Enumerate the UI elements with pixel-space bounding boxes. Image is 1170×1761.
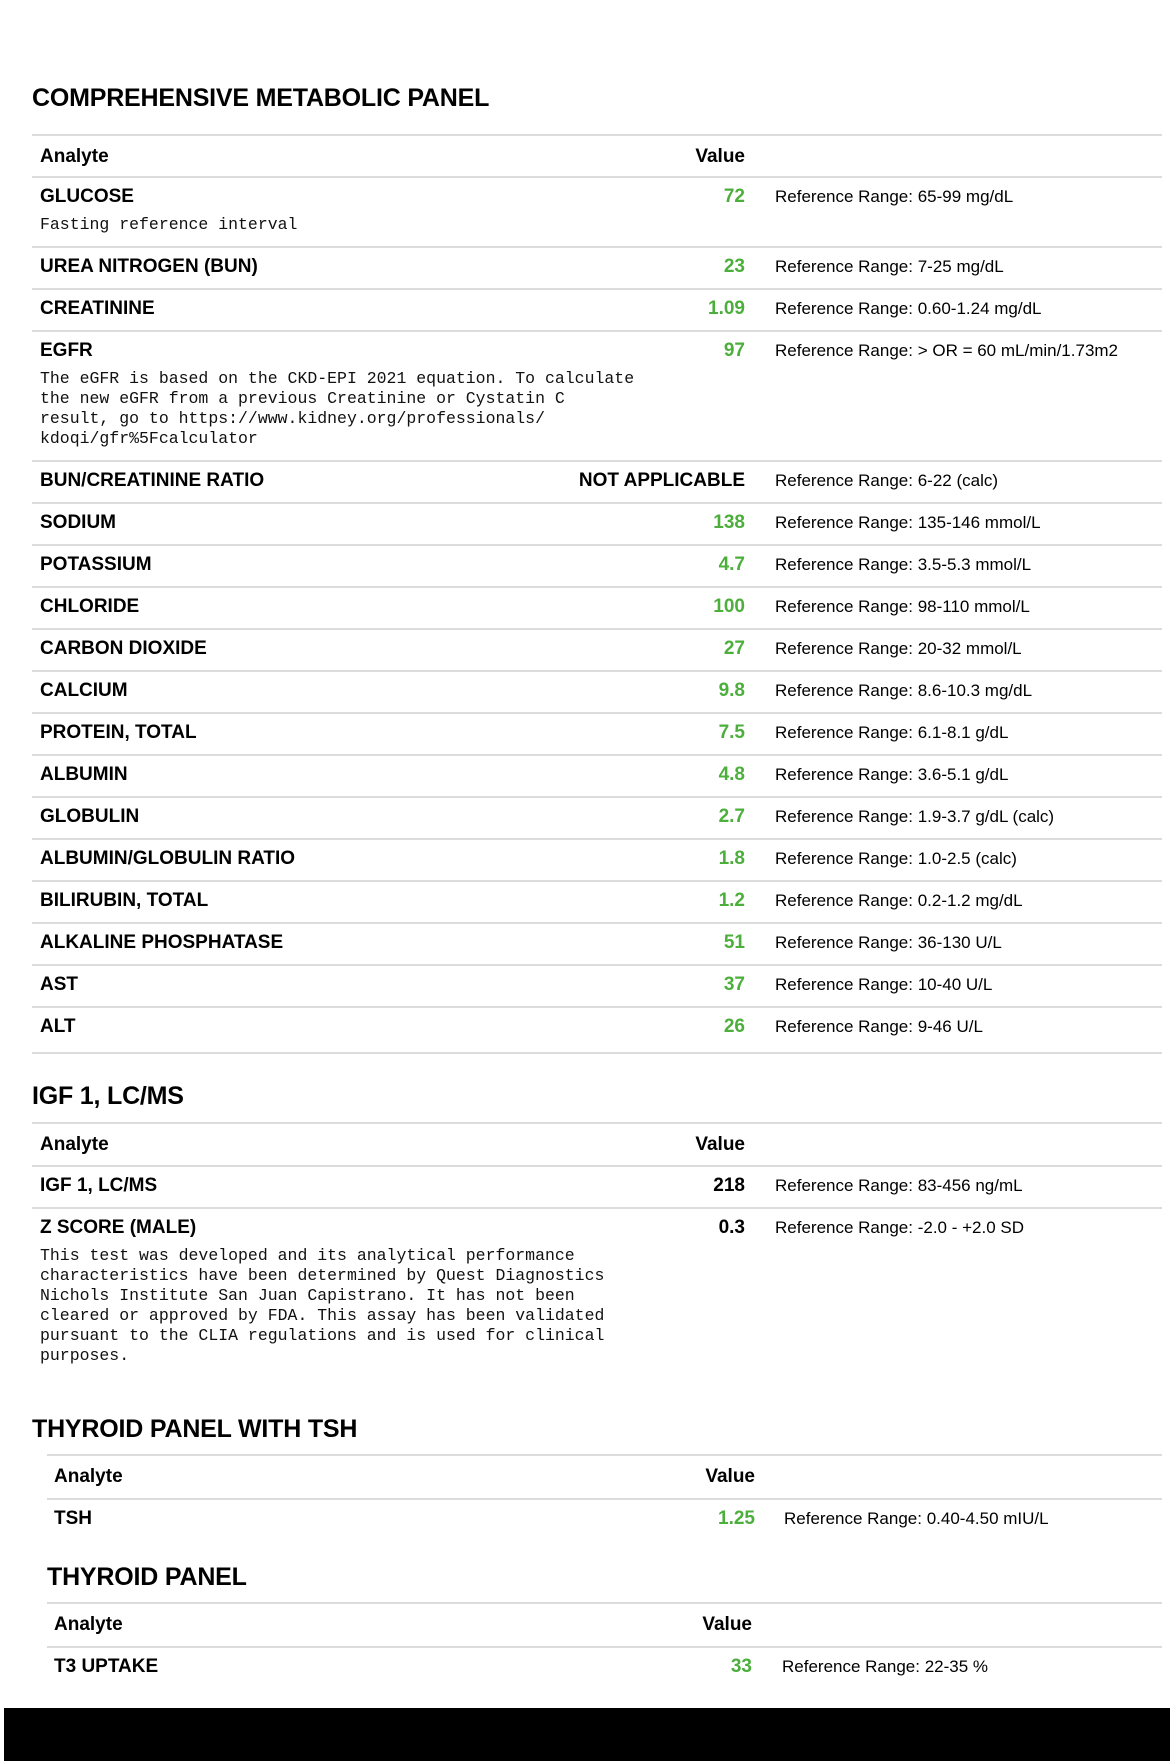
analyte-name: CARBON DIOXIDE <box>40 638 207 659</box>
reference-range: Reference Range: 7-25 mg/dL <box>775 257 1004 276</box>
result-value: 37 <box>723 974 745 995</box>
analyte-name: GLUCOSE <box>40 186 134 207</box>
reference-range: Reference Range: 10-40 U/L <box>775 975 993 994</box>
result-value: 138 <box>713 512 745 533</box>
reference-range: Reference Range: 3.5-5.3 mmol/L <box>775 555 1032 574</box>
section-title: THYROID PANEL WITH TSH <box>32 1415 358 1443</box>
result-value: 51 <box>723 932 745 953</box>
column-header-analyte: Analyte <box>40 146 109 167</box>
row-divider <box>32 712 1162 714</box>
result-value: 1.25 <box>718 1508 755 1529</box>
analyte-name: ALKALINE PHOSPHATASE <box>40 932 284 953</box>
result-value: NOT APPLICABLE <box>578 470 745 491</box>
result-value: 27 <box>723 638 745 659</box>
reference-range: Reference Range: > OR = 60 mL/min/1.73m2 <box>775 341 1119 360</box>
result-value: 4.7 <box>718 554 745 575</box>
reference-range: Reference Range: 98-110 mmol/L <box>775 597 1030 616</box>
analyte-name: AST <box>40 974 78 995</box>
row-divider <box>32 330 1162 332</box>
row-divider <box>32 670 1162 672</box>
row-divider <box>47 1498 1162 1500</box>
analyte-name: UREA NITROGEN (BUN) <box>40 256 258 277</box>
analyte-name: ALBUMIN <box>40 764 128 785</box>
row-divider <box>32 964 1162 966</box>
row-divider <box>32 176 1162 178</box>
column-header-value: Value <box>695 146 745 167</box>
column-header-value: Value <box>705 1466 755 1487</box>
analyte-name: CALCIUM <box>40 680 128 701</box>
row-divider <box>32 1006 1162 1008</box>
row-divider <box>32 246 1162 248</box>
analyte-name: Z SCORE (MALE) <box>40 1217 197 1238</box>
analyte-note: The eGFR is based on the CKD-EPI 2021 equation. To calculate the new eGFR from a previous Creatinine or Cystatin C result, go to https://www.kidney.org/professionals/ kdoqi/gfr%5Fcalculator <box>40 369 635 448</box>
analyte-name: SODIUM <box>40 512 116 533</box>
analyte-name: ALT <box>40 1016 76 1037</box>
section-title: IGF 1, LC/MS <box>32 1082 184 1110</box>
reference-range: Reference Range: 22-35 % <box>782 1657 989 1676</box>
row-divider <box>32 502 1162 504</box>
row-divider <box>32 922 1162 924</box>
result-value: 100 <box>713 596 745 617</box>
row-divider <box>47 1646 1162 1648</box>
section-title: COMPREHENSIVE METABOLIC PANEL <box>32 84 490 112</box>
result-value: 97 <box>723 340 745 361</box>
column-header-analyte: Analyte <box>54 1466 123 1487</box>
column-header-analyte: Analyte <box>54 1614 123 1635</box>
analyte-name: T3 UPTAKE <box>54 1656 159 1677</box>
analyte-name: IGF 1, LC/MS <box>40 1175 158 1196</box>
table-header-divider <box>47 1454 1162 1456</box>
result-value: 4.8 <box>718 764 745 785</box>
column-header-value: Value <box>695 1134 745 1155</box>
result-value: 26 <box>723 1016 745 1037</box>
bottom-bar <box>4 1708 1170 1761</box>
result-value: 1.09 <box>708 298 745 319</box>
reference-range: Reference Range: 65-99 mg/dL <box>775 187 1014 206</box>
reference-range: Reference Range: 0.60-1.24 mg/dL <box>775 299 1042 318</box>
row-divider <box>32 1165 1162 1167</box>
reference-range: Reference Range: 8.6-10.3 mg/dL <box>775 681 1033 700</box>
reference-range: Reference Range: 20-32 mmol/L <box>775 639 1022 658</box>
analyte-note: This test was developed and its analytical performance characteristics have been determined by Quest Diagnostics Nichols Institute San Juan Capistrano. It has not been cleared or approved by FDA. This assay has been validated pursuant to the CLIA regulations and is used for clinical purposes. <box>40 1246 605 1365</box>
reference-range: Reference Range: -2.0 - +2.0 SD <box>775 1218 1024 1237</box>
result-value: 1.2 <box>718 890 745 911</box>
column-header-value: Value <box>702 1614 752 1635</box>
analyte-name: EGFR <box>40 340 93 361</box>
result-value: 23 <box>723 256 745 277</box>
analyte-name: CHLORIDE <box>40 596 140 617</box>
row-divider <box>32 586 1162 588</box>
row-divider <box>32 754 1162 756</box>
analyte-name: CREATININE <box>40 298 155 319</box>
result-value: 9.8 <box>718 680 745 701</box>
result-value: 0.3 <box>718 1217 745 1238</box>
row-divider <box>32 288 1162 290</box>
reference-range: Reference Range: 6.1-8.1 g/dL <box>775 723 1009 742</box>
analyte-name: BILIRUBIN, TOTAL <box>40 890 209 911</box>
row-divider <box>32 628 1162 630</box>
reference-range: Reference Range: 0.40-4.50 mIU/L <box>784 1509 1049 1528</box>
analyte-name: TSH <box>54 1508 92 1529</box>
row-divider <box>32 880 1162 882</box>
reference-range: Reference Range: 36-130 U/L <box>775 933 1002 952</box>
analyte-name: POTASSIUM <box>40 554 152 575</box>
row-divider <box>32 1207 1162 1209</box>
reference-range: Reference Range: 135-146 mmol/L <box>775 513 1041 532</box>
column-header-analyte: Analyte <box>40 1134 109 1155</box>
result-value: 33 <box>730 1656 752 1677</box>
analyte-name: GLOBULIN <box>40 806 140 827</box>
table-bottom-divider <box>32 1052 1162 1054</box>
section-title: THYROID PANEL <box>47 1563 247 1591</box>
result-value: 1.8 <box>718 848 745 869</box>
reference-range: Reference Range: 6-22 (calc) <box>775 471 999 490</box>
analyte-name: BUN/CREATININE RATIO <box>40 470 265 491</box>
reference-range: Reference Range: 9-46 U/L <box>775 1017 983 1036</box>
table-header-divider <box>47 1602 1162 1604</box>
reference-range: Reference Range: 1.9-3.7 g/dL (calc) <box>775 807 1055 826</box>
result-value: 72 <box>723 186 745 207</box>
reference-range: Reference Range: 1.0-2.5 (calc) <box>775 849 1017 868</box>
analyte-name: PROTEIN, TOTAL <box>40 722 197 743</box>
row-divider <box>32 544 1162 546</box>
reference-range: Reference Range: 0.2-1.2 mg/dL <box>775 891 1023 910</box>
result-value: 2.7 <box>718 806 745 827</box>
table-header-divider <box>32 1122 1162 1124</box>
result-value: 218 <box>713 1175 745 1196</box>
reference-range: Reference Range: 3.6-5.1 g/dL <box>775 765 1009 784</box>
row-divider <box>32 460 1162 462</box>
result-value: 7.5 <box>718 722 745 743</box>
row-divider <box>32 838 1162 840</box>
analyte-name: ALBUMIN/GLOBULIN RATIO <box>40 848 296 869</box>
table-header-divider <box>32 134 1162 136</box>
analyte-note: Fasting reference interval <box>40 215 298 234</box>
row-divider <box>32 796 1162 798</box>
reference-range: Reference Range: 83-456 ng/mL <box>775 1176 1023 1195</box>
